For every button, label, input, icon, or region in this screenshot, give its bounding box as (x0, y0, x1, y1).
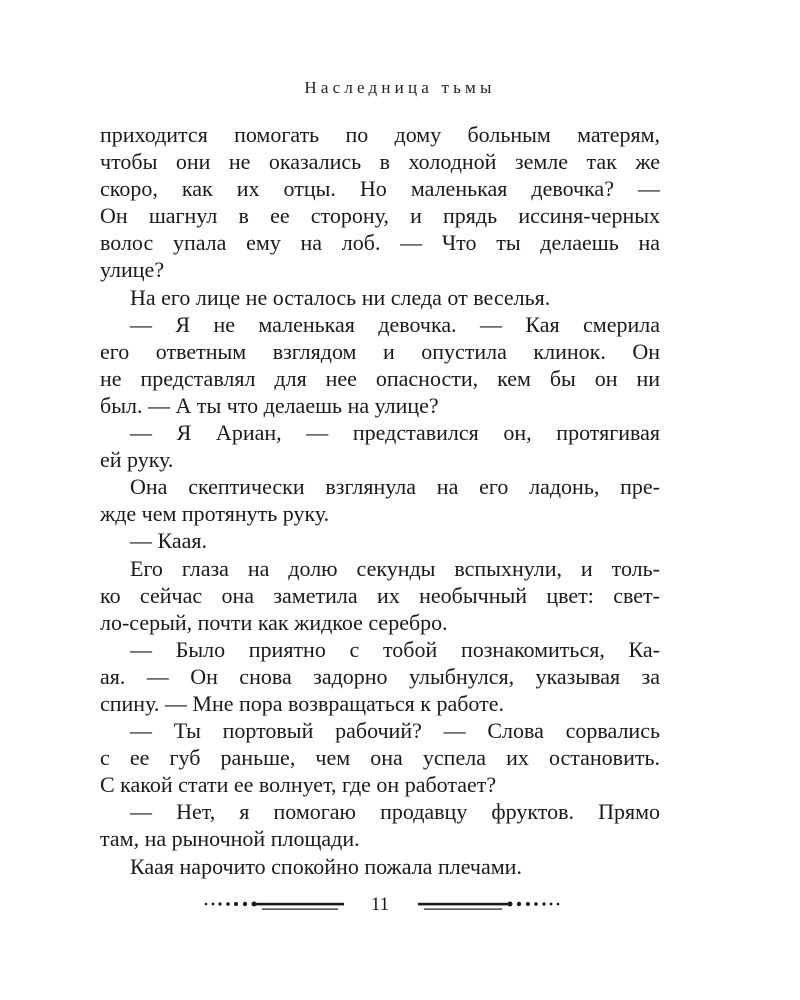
text-line: — Ты портовый рабочий? — Слова сорвались (130, 718, 660, 744)
text-line: — Я не маленькая девочка. — Кая смерила (130, 311, 660, 337)
text-line: жде чем протянуть руку. (100, 501, 330, 527)
body-text (100, 121, 660, 880)
text-line: спину. — Мне пора возвращаться к работе. (100, 690, 505, 716)
text-line: приходится помогать по дому больным матерям, (100, 122, 660, 147)
page-number: 11 (370, 894, 390, 915)
folio (0, 893, 800, 923)
text-line: чтобы они не оказались в холодной земле так же (100, 149, 660, 175)
text-line: с ее губ раньше, чем она успела их остановить. (100, 745, 660, 771)
text-line: — Было приятно с тобой познакомиться, Ка- (130, 636, 660, 662)
text-line: Его глаза на долю секунды вспыхнули, и толь- (130, 555, 660, 581)
folio-right-ornament (418, 902, 559, 910)
text-line: ко сейчас она заметила их необычный цвет: свет- (100, 582, 660, 608)
text-line: улице? (100, 257, 165, 283)
text-line: волос упала ему на лоб. — Что ты делаешь на (100, 230, 660, 256)
text-line: его ответным взглядом и опустила клинок. Он (100, 338, 660, 364)
text-line: скоро, как их отцы. Но маленькая девочка? — (100, 176, 660, 202)
running-head-title: Наследница тьмы (304, 78, 496, 97)
text-line: ей руку. (100, 447, 174, 473)
text-line: — Нет, я помогаю продавцу фруктов. Прямо (130, 799, 660, 825)
text-line: Она скептически взглянула на его ладонь, пре- (130, 474, 660, 500)
text-line: — Каая. (130, 528, 208, 554)
text-line: — Я Ариан, — представился он, протягивая (130, 420, 660, 446)
folio-left-ornament (205, 902, 344, 910)
text-line: ло-серый, почти как жидкое серебро. (100, 609, 448, 635)
text-line: Он шагнул в ее сторону, и прядь иссиня-черных (100, 203, 660, 229)
text-line: Каая нарочито спокойно пожала плечами. (130, 853, 522, 879)
text-line: ая. — Он снова задорно улыбнулся, указывая за (100, 663, 660, 689)
text-line: был. — А ты что делаешь на улице? (100, 392, 439, 418)
text-line: С какой стати ее волнует, где он работает? (100, 772, 497, 798)
text-line: там, на рыночной площади. (100, 826, 360, 852)
text-line: не представлял для нее опасности, кем бы он ни (100, 365, 660, 391)
text-line: На его лице не осталось ни следа от веселья. (130, 284, 551, 310)
